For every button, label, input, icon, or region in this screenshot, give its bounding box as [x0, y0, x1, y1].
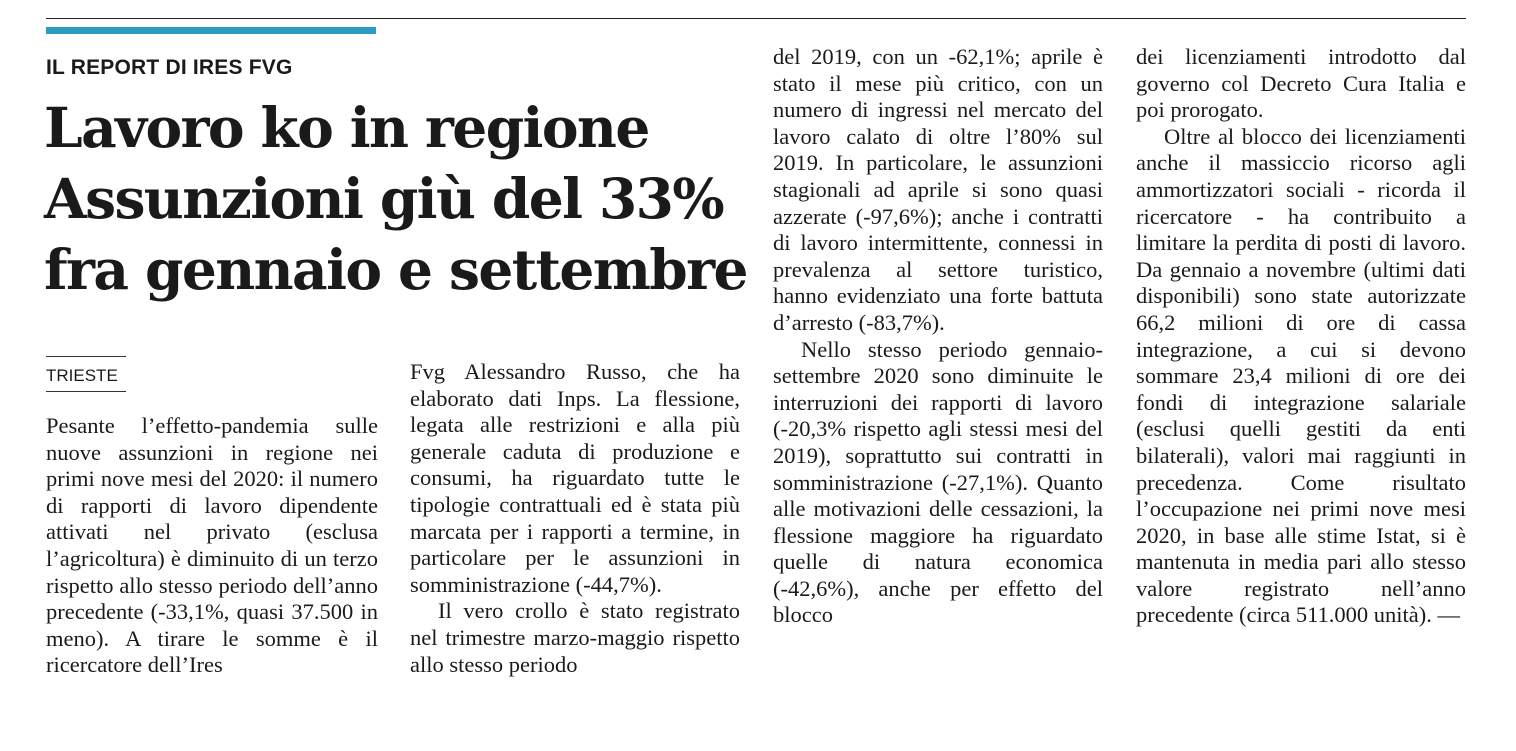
paragraph: dei licenziamenti introdotto dal governo col Decreto Cura Italia e poi prorogato.	[1136, 44, 1466, 123]
kicker: IL REPORT DI IRES FVG	[46, 56, 293, 79]
paragraph: del 2019, con un -62,1%; aprile è stato il mese più critico, con un numero di ingressi nel mercato del lavoro calato di oltre l’80% sul 2019. In particolare, le assunzioni stagionali ad aprile si sono quasi azzerate (-97,6%); anche i contratti di lavoro intermittente, connessi in prevalenza al settore turistico, hanno evidenziato una forte battuta d’arresto (-83,7%).	[773, 44, 1103, 335]
dateline-rule	[46, 391, 126, 392]
paragraph: Fvg Alessandro Russo, che ha elaborato dati Inps. La flessione, legata alle restrizioni e alla più generale caduta di produzione e consumi, ha riguardato tutte le tipologie contrattuali ed è stata più marcata per i rapporti a termine, in particolare per le assunzioni in somministrazione (-44,7%).	[410, 359, 740, 597]
article-column-2	[410, 359, 740, 678]
headline-line: Assunzioni giù del 33%	[44, 166, 723, 231]
paragraph: Il vero crollo è stato registrato nel trimestre marzo-maggio rispetto allo stesso periodo	[410, 598, 740, 677]
section-accent-bar	[46, 27, 376, 34]
paragraph: Nello stesso periodo gennaio-settembre 2020 sono diminuite le interruzioni dei rapporti di lavoro (-20,3% rispetto agli stessi mesi del 2019), soprattutto sui contratti in somministrazione (-27,1%). Quanto alle motivazioni delle cessazioni, la flessione maggiore ha riguardato quelle di natura economica (-42,6%), anche per effetto del blocco	[773, 336, 1103, 628]
article-column-4	[1136, 44, 1466, 629]
dateline: TRIESTE	[46, 366, 118, 385]
dateline-rule	[46, 356, 126, 357]
paragraph: Oltre al blocco dei licenziamenti anche il massiccio ricorso agli ammortizzatori sociali - ricorda il ricercatore - ha contribuito a limitare la perdita di posti di lavoro. Da gennaio a novembre (ultimi dati disponibili) sono state autorizzate 66,2 milioni di ore di cassa integrazione, a cui si devono sommare 23,4 milioni di ore dei fondi di integrazione salariale (esclusi quelli gestiti da enti bilaterali), valori mai raggiunti in precedenza. Come risultato l’occupazione nei primi nove mesi 2020, in base alle stime Istat, si è mantenuta in media pari allo stesso valore registrato nell’anno precedente (circa 511.000 unità). —	[1136, 123, 1466, 628]
article-column-1	[46, 413, 378, 679]
headline	[44, 92, 747, 305]
top-rule	[46, 18, 1466, 19]
headline-line: Lavoro ko in regione	[44, 95, 649, 160]
headline-line: fra gennaio e settembre	[44, 237, 747, 302]
paragraph: Pesante l’effetto-pandemia sulle nuove assunzioni in regione nei primi nove mesi del 2020: il numero di rapporti di lavoro dipendente attivati nel privato (esclusa l’agricoltura) è diminuito di un terzo rispetto allo stesso periodo dell’anno precedente (-33,1%, quasi 37.500 in meno). A tirare le somme è il ricercatore dell’Ires	[46, 413, 378, 678]
article-column-3	[773, 44, 1103, 629]
